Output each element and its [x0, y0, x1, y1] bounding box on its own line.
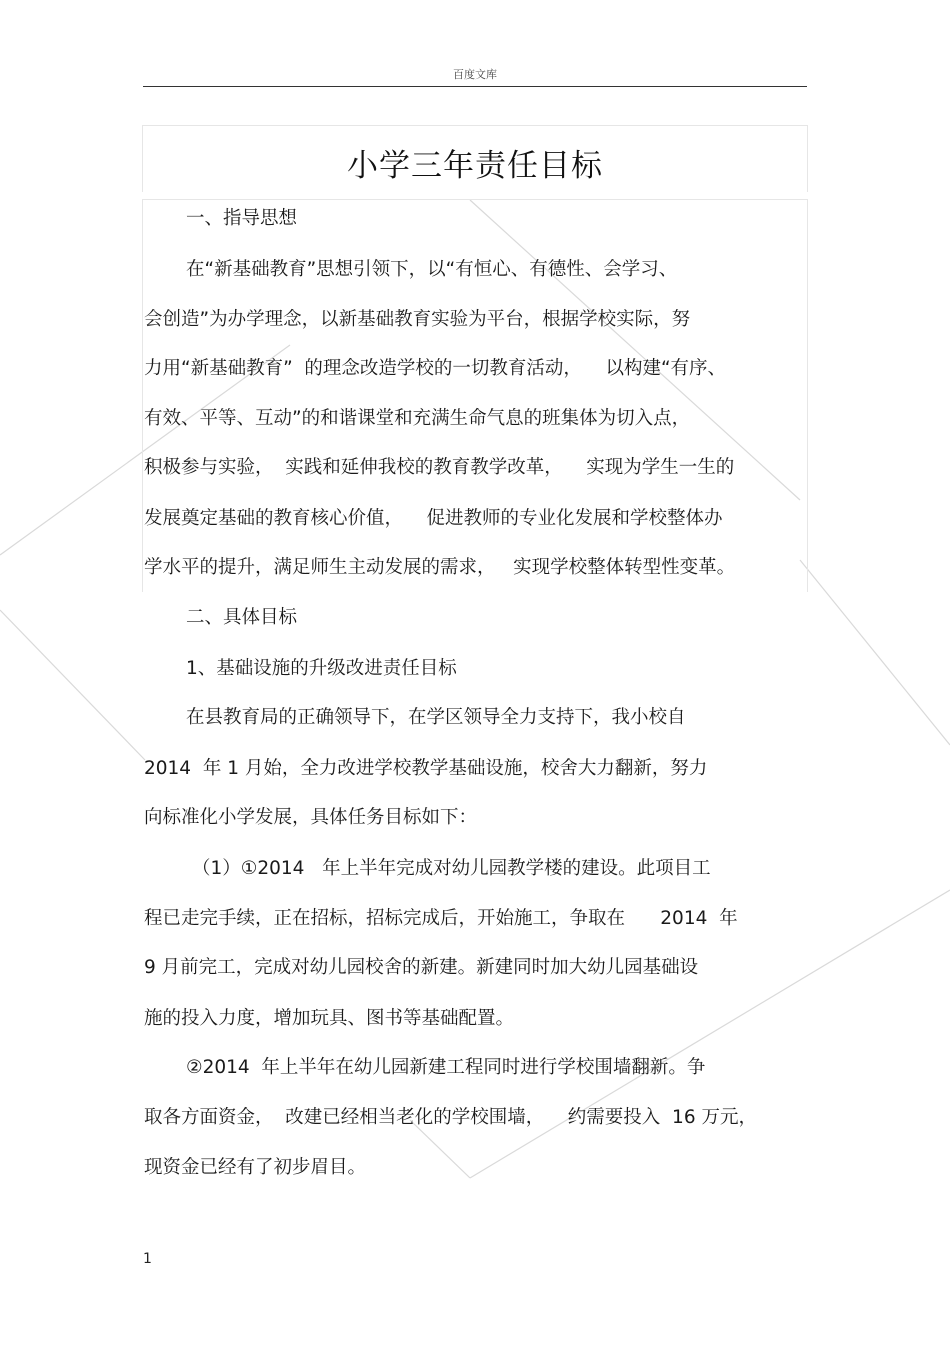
paragraph-line: 施的投入力度，增加玩具、图书等基础配置。 — [144, 1008, 515, 1029]
paragraph-line: ②2014 年上半年在幼儿园新建工程同时进行学校围墙翻新。争 — [186, 1057, 706, 1078]
paragraph-line: （1）①2014 年上半年完成对幼儿园教学楼的建设。此项目工 — [192, 858, 711, 879]
paragraph-line: 积极参与实验， 实践和延伸我校的教育教学改革， 实现为学生一生的 — [144, 457, 735, 478]
paragraph-line: 力用“新基础教育” 的理念改造学校的一切教育活动， 以构建“有序、 — [144, 358, 727, 379]
section-heading-specific-goals: 二、具体目标 — [186, 607, 298, 628]
section-heading-guiding-thought: 一、指导思想 — [186, 208, 298, 229]
paragraph-line: 有效、平等、互动”的和谐课堂和充满生命气息的班集体为切入点， — [144, 408, 691, 429]
paragraph-line: 取各方面资金， 改建已经相当老化的学校围墙， 约需要投入 16 万元， — [144, 1107, 757, 1128]
paragraph-line: 发展奠定基础的教育核心价值， 促进教师的专业化发展和学校整体办 — [144, 508, 723, 529]
paragraph-line: 2014 年 1 月始，全力改进学校教学基础设施，校舍大力翻新，努力 — [144, 758, 708, 779]
paragraph-line: 学水平的提升，满足师生主动发展的需求， 实现学校整体转型性变革。 — [144, 557, 736, 578]
paragraph-line: 会创造”为办学理念，以新基础教育实验为平台，根据学校实际，努 — [144, 309, 691, 330]
header-rule — [143, 86, 807, 87]
paragraph-line: 9 月前完工，完成对幼儿园校舍的新建。新建同时加大幼儿园基础设 — [144, 957, 699, 978]
page-title: 小学三年责任目标 — [347, 148, 603, 184]
page-number: 1 — [143, 1251, 152, 1267]
paragraph-line: 程已走完手续，正在招标，招标完成后，开始施工，争取在 2014 年 — [144, 908, 738, 929]
paragraph-line: 在县教育局的正确领导下，在学区领导全力支持下，我小校自 — [186, 707, 686, 728]
paragraph-line: 在“新基础教育”思想引领下，以“有恒心、有德性、会学习、 — [186, 259, 678, 280]
subsection-heading-infrastructure: 1、基础设施的升级改进责任目标 — [186, 658, 457, 679]
paragraph-line: 现资金已经有了初步眉目。 — [144, 1157, 367, 1178]
header-source: 百度文库 — [453, 68, 497, 81]
paragraph-line: 向标准化小学发展，具体任务目标如下： — [144, 807, 478, 828]
